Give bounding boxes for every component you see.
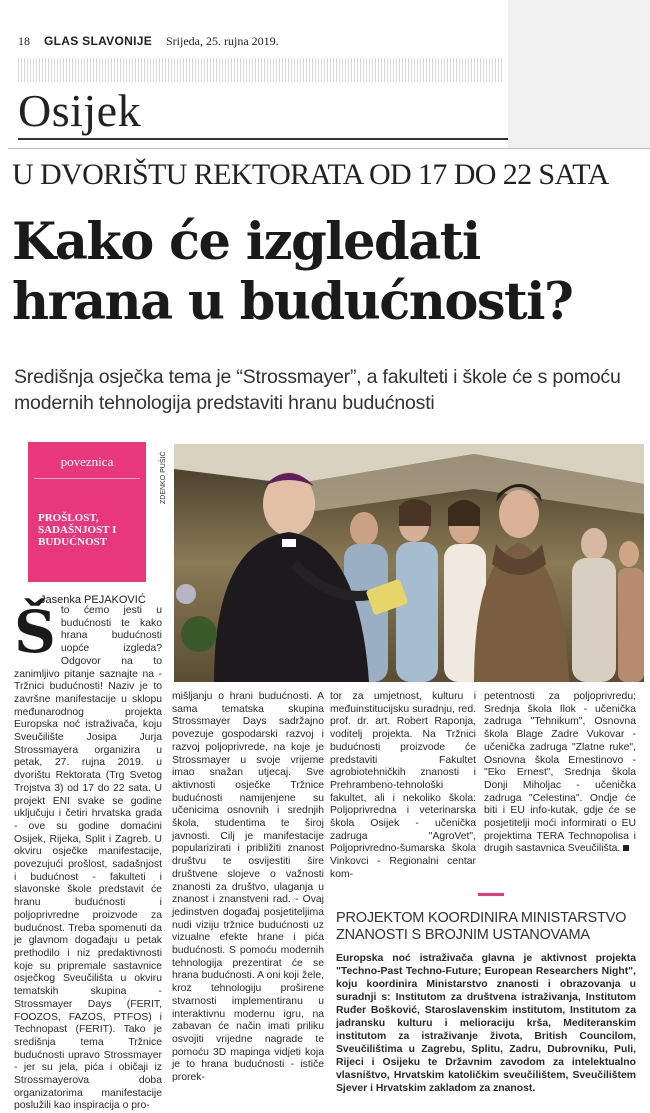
photo-illustration <box>174 444 644 682</box>
blank-corner <box>508 0 650 148</box>
sidebar-box <box>330 900 640 1094</box>
article-headline: Kako će izgledati hrana u budućnosti? <box>12 212 573 332</box>
newspaper-name: GLAS SLAVONIJE <box>44 34 152 48</box>
section-rule <box>18 138 508 140</box>
sidebar-headline: PROJEKTOM KOORDINIRA MINISTARSTVO ZNANOSTI S BROJNIM USTANOVAMA <box>336 910 627 943</box>
hatched-band <box>18 58 502 82</box>
sidebar-body: Europska noć istraživača glavna je aktivnost projekta "Techno-Past Techno-Future; European Researchers Night", koju koordinira Ministarstvo znanosti i obrazovanja u suradnji s: Institutom za društvena istraživanja, Institutom Ruđer Bošković, Staroslavenskim institutom, Institutom za jadransku kulturu i melioraciju krša, Mediteranskim institutom za istraživanje života, British Councilom, Sveučilištima u Zagrebu, Splitu, Zadru, Dubrovniku, Puli, Rijeci i Osijeku te Državnim zavodom za intelektualno vlasništvo, Hrvatskim katoličkim sveučilištem, Sveučilištem Sjever i Hrvatskim zakladom za znanost. <box>336 953 636 1094</box>
link-box-title: poveznica <box>60 454 114 469</box>
link-box-text: PROŠLOST, SADAŠNJOST I BUDUĆNOST <box>38 512 117 548</box>
page-number: 18 <box>18 34 30 48</box>
issue-date: Srijeda, 25. rujna 2019. <box>166 34 279 48</box>
article-deck: Središnja osječka tema je “Strossmayer”, a fakulteti i škole će s pomoću modernih tehnologija predstaviti hranu budućnosti <box>14 366 621 414</box>
column-4-text: petentnosti za poljoprivredu; Srednja škola Ilok - učenička zadruga "Tehnikum", Osnovna škola Blage Zadre Vukovar - učenička zadruga "Zlatne ruke", Osnovna škola Ernestinovo - "Eko Ernest", Srednja škola Donji Miholjac - učenička zadruga "Celestina". Ondje će biti i EU info-kutak, gdje će se posjetitelji moći informirati o EU projektima TERA Technopolisa i drugih sastavnica Sveučilišta. <box>484 691 636 855</box>
end-mark-icon <box>623 845 629 851</box>
article-kicker: U DVORIŠTU REKTORATA OD 17 DO 22 SATA <box>12 158 609 191</box>
frame-rule <box>8 148 650 149</box>
article-author: Jasenka PEJAKOVIĆ <box>40 594 146 606</box>
article-column-2: mišljanju o hrani budućnosti. A sama tematska skupina Strossmayer Days sadržajno povezuje gospodarski razvoj i razvoj poljoprivrede, na koje je Strossmayer u svoje vrijeme imao snažan utjecaj. Sve aktivnosti osječke Tržnice budućnosti namijenjene su učenicima osnovnih i srednjih škola, studentima te široj javnosti. Cilj je manifestacije popularizirati i približiti znanost društvu te osvijestiti šire društvene slojeve o važnosti znanosti za društvo, ulaganja u znanost i znanstveni rad. - Ovaj jedinstven događaj posjetiteljima nudi viziju tržnice budućnosti uz vizualne efekte hrane i pića budućnosti. S pomoću modernih tehnologija prezentirat će se hrana budućnosti. A oni koji žele, kroz tehnologiju proširene stvarnosti implementiranu u interaktivnu modernu igru, na zabavan će način imati priliku osvojiti vrijedne nagrade te pomoću 3D mapinga vidjeti koja je to hrana budućnosti - ističe prorek- <box>172 691 324 1084</box>
article-column-4 <box>484 691 636 891</box>
article-column-3: tor za umjetnost, kulturu i međuinstitucijsku suradnju, red. prof. dr. art. Robert Raponja, voditelj projekta. Na Tržnici budućnosti proizvode će predstaviti Fakultet agrobiotehničkih znanosti i Prehrambeno-tehnološki fakultet, ali i nekoliko škola: Poljoprivredna i veterinarska škola Osijek - učenička zadruga "AgroVet", Poljoprivredno-šumarska škola Vinkovci - Regionalni centar kom- <box>330 691 476 880</box>
section-title: Osijek <box>18 85 142 136</box>
masthead <box>18 34 508 50</box>
pink-divider <box>478 893 504 896</box>
photo-credit: ZDENKO PUŠIĆ <box>160 451 167 504</box>
link-box <box>28 442 146 582</box>
article-photo <box>174 444 644 682</box>
link-box-rule <box>34 478 140 479</box>
column-1-text: to ćemo jesti u budućnosti te kako hrana budućnosti uopće izgleda? Odgovor na to zanimljivo pitanje saznajte na - Tržnici budućnosti! Naziv je to završne manifestacije u sklopu međunarodnog projekta Europska noć istraživača, koju Sveučilište Josipa Jurja Strossmayera organizira u petak, 27. rujna 2019. u dvorištu Rektorata (Trg Svetog Trojstva 3) od 17 do 22 sata. U projekt ENI svake se godine uključuju i četiri hrvatska grada - ove su godine domaćini Osijek, Rijeka, Split i Zagreb. U okviru osječke manifestacije, povezujući prošlost, sadašnjost i budućnost - fakulteti i slavonske škole predstavit će hranu budućnosti i poljoprivredne proizvode za budućnost. Treba spomenuti da je glavnom događaju u petak prethodilo i niz predaktivnosti koje su pripremale sastavnice osječkog Sveučilišta u okviru tematskih skupina - Strossmayer Days (FERIT, FOOZOS, FAZOS, PTFOS) i Technopast (FERIT). Tako je središnja tema Tržnice budućnosti upravo Strossmayer - jer su jela, pića i običaji iz Strossmayerova doba organizatorima manifestacije poslužili kao inspiracija o pro- <box>14 605 162 1112</box>
drop-cap: Š <box>14 598 56 666</box>
